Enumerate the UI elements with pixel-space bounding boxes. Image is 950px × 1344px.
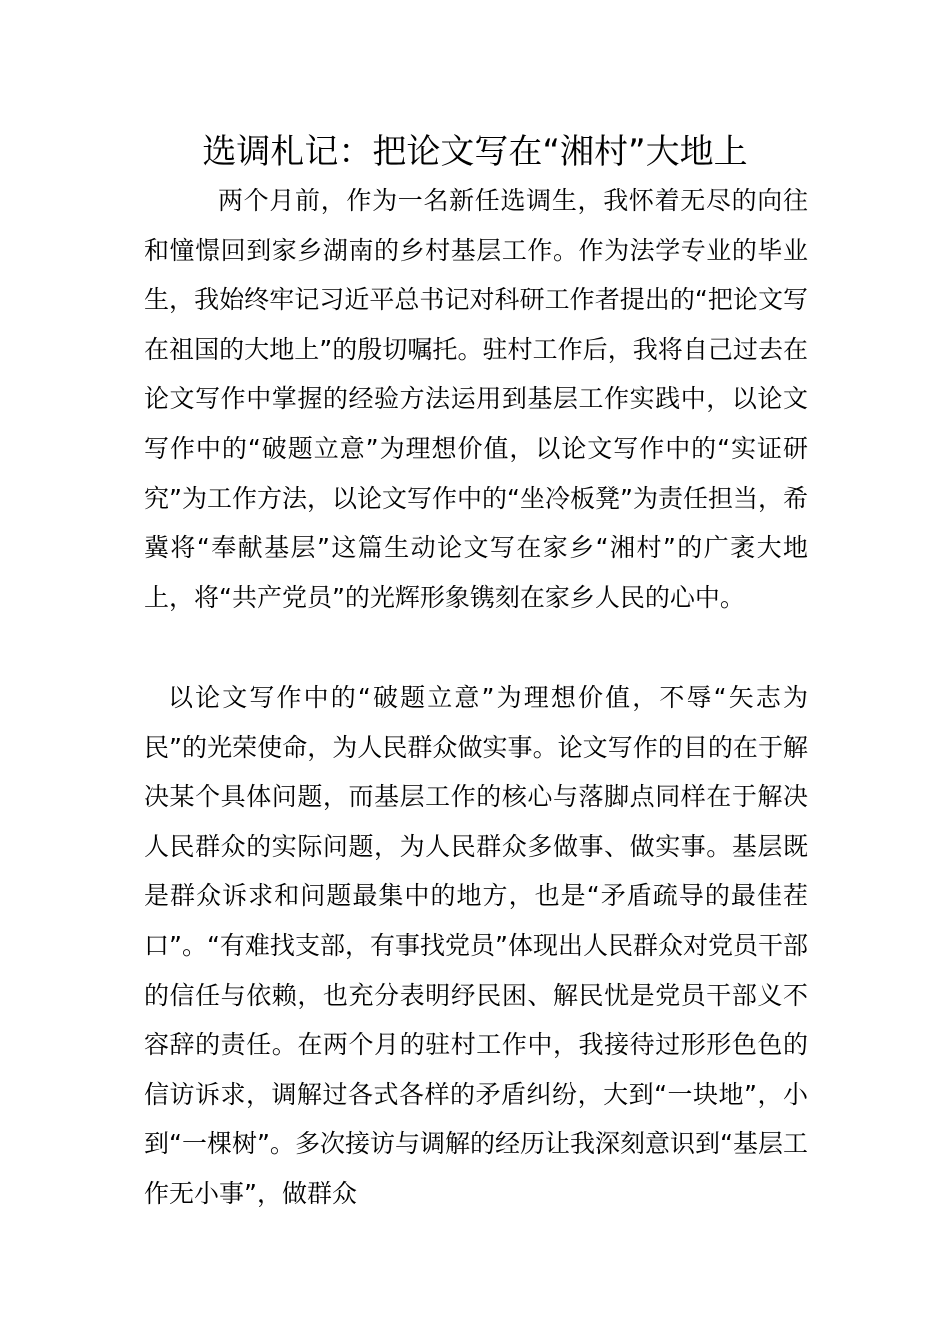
- document-title: 选调札记：把论文写在“湘村”大地上: [202, 132, 748, 172]
- paragraph-2: 以论文写作中的“破题立意”为理想价值，不辱“矢志为民”的光荣使命，为人民群众做实事。论文写作的目的在于解决某个具体问题，而基层工作的核心与落脚点同样在于解决人民群众的实际问题，为人民群众多做事、做实事。基层既是群众诉求和问题最集中的地方，也是“矛盾疏导的最佳茬口”。“有难找支部，有事找党员”体现出人民群众对党员干部的信任与依赖，也充分表明纾民困、解民忧是党员干部义不容辞的责任。在两个月的驻村工作中，我接待过形形色色的信访诉求，调解过各式各样的矛盾纠纷，大到“一块地”，小到“一棵树”。多次接访与调解的经历让我深刻意识到“基层工作无小事”，做群众: [144, 683, 808, 1208]
- paragraph-1: 两个月前，作为一名新任选调生，我怀着无尽的向往和憧憬回到家乡湖南的乡村基层工作。作为法学专业的毕业生，我始终牢记习近平总书记对科研工作者提出的“把论文写在祖国的大地上”的殷切嘱托。驻村工作后，我将自己过去在论文写作中掌握的经验方法运用到基层工作实践中，以论文写作中的“破题立意”为理想价值，以论文写作中的“实证研究”为工作方法，以论文写作中的“坐冷板凳”为责任担当，希冀将“奉献基层”这篇生动论文写在家乡“湘村”的广袤大地上，将“共产党员”的光辉形象镌刻在家乡人民的心中。: [144, 186, 808, 612]
